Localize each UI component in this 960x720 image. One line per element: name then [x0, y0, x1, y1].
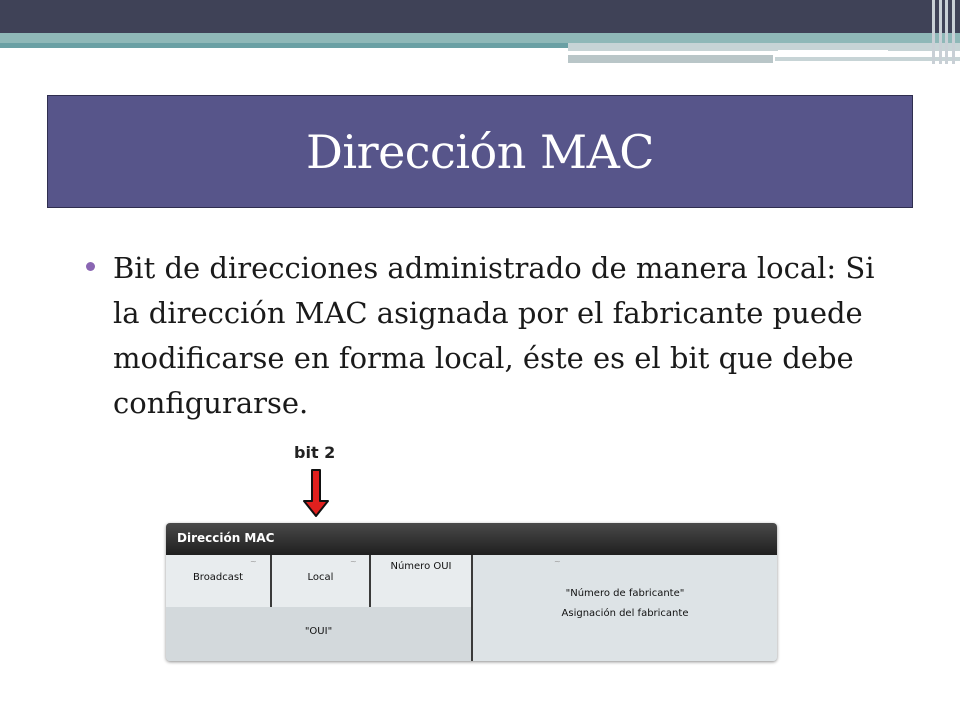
cell-broadcast: Broadcast	[192, 572, 244, 583]
white-accent-line	[778, 50, 888, 53]
cell-oui: "OUI"	[304, 626, 333, 637]
bullet-text: Bit de direcciones administrado de manera local: Si la dirección MAC asignada por el fabricante puede modificarse en forma local, éste es el bit que debe configurarse.	[113, 251, 875, 420]
teal-accent-band	[0, 33, 960, 43]
title-banner	[47, 95, 913, 208]
corner-stripes	[928, 0, 960, 64]
cell-local: Local	[307, 572, 334, 583]
bullet-dot-icon	[86, 262, 95, 271]
diagram-title: Dirección MAC	[177, 531, 275, 545]
diagram-header	[166, 523, 777, 555]
slide-title: Dirección MAC	[305, 124, 654, 179]
top-decorative-bar	[0, 0, 960, 33]
bit-arrow-label: bit 2	[294, 443, 336, 462]
down-arrow-icon	[300, 468, 332, 518]
teal-accent-line	[0, 43, 568, 48]
mac-address-diagram: Dirección MAC ~ ~ ~ Broadcast Local Número OUI "Número de fabricante" Asignación del fabricante "OUI"	[166, 523, 777, 661]
grey-accent-line-lower	[568, 55, 773, 63]
grey-accent-line	[568, 43, 960, 51]
cell-manufacturer-assignment: Asignación del fabricante	[561, 608, 689, 619]
bullet-item	[86, 246, 886, 426]
cell-manufacturer-number: "Número de fabricante"	[565, 588, 685, 599]
cell-oui-number: Número OUI	[390, 561, 452, 572]
